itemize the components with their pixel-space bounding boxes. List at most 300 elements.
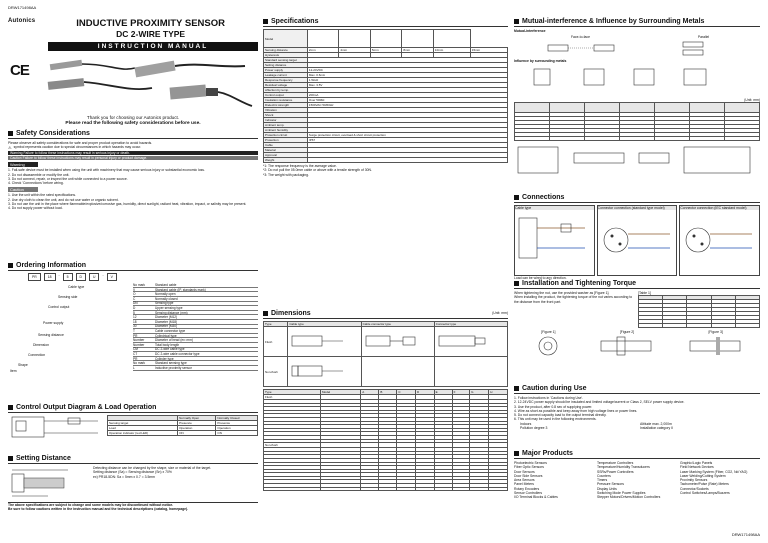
major-products-section	[514, 450, 760, 499]
ordering-desc: Cylinder type	[155, 356, 174, 361]
product-item: Rotary Encoders	[514, 486, 540, 491]
products-grid	[514, 461, 760, 499]
spec-label: Setting distance	[264, 63, 308, 68]
product-item: Connector/Sockets	[680, 486, 709, 491]
caution-section	[514, 385, 760, 430]
ordering-desc: Normally closed	[155, 296, 178, 301]
ordering-desc: Standard cable	[155, 283, 177, 288]
ce-mark: CE	[10, 62, 29, 79]
mutual-title: Mutual-interference & Influence by Surrounding Metals	[522, 18, 705, 25]
spec-cell: 4mm	[339, 48, 371, 53]
conn-header: Cable type	[515, 206, 594, 210]
caution-item: 4. Wire as short as possible and keep away from high voltage lines or power lines.	[514, 408, 638, 413]
install-text2: When installing the product, the tightening torque of the nut varies according to the distance from the front part.	[514, 295, 633, 304]
col-header: Normally Closed	[216, 416, 258, 421]
spec-cell: 15mm	[470, 48, 507, 53]
spec-label: Leakage current	[264, 73, 308, 78]
product-item: Temperature Controllers	[597, 461, 634, 465]
major-products-title: Major Products	[522, 450, 573, 457]
dim-col-header: G	[470, 390, 489, 395]
section-marker-icon	[514, 451, 519, 456]
control-output-title: Control Output Diagram & Load Operation	[16, 404, 157, 411]
brand-logo: Autonics	[8, 18, 36, 24]
product-item: SSRs/Power Controllers	[597, 469, 634, 474]
state: Operation	[178, 426, 216, 431]
state: ON	[216, 431, 258, 436]
section-marker-icon	[8, 456, 13, 461]
caution-title: Caution during Use	[522, 385, 587, 392]
control-output-section	[8, 404, 258, 440]
product-item: Photoelectric Sensors	[514, 461, 547, 465]
setting-note3: ex) PR18-5DN: Sa = 5mm x 0.7 = 3.5mm	[93, 474, 155, 479]
dim-col-header: Model	[321, 390, 361, 395]
ordering-table	[133, 283, 258, 375]
warning-label: Warning	[8, 162, 38, 167]
product-item: Tachometer/Pulse (Rate) Meters	[680, 482, 729, 487]
spec-note: *3: The weight with packaging.	[263, 172, 309, 177]
washer-figure	[528, 335, 568, 357]
dim-col-header: B	[379, 390, 397, 395]
product-item: Door Sensors	[514, 469, 535, 474]
spec-label: Hysteresis	[264, 53, 308, 58]
ordering-code: T	[133, 328, 135, 333]
product-item: Fiber Optic Sensors	[514, 465, 544, 470]
product-item: Temperature/Humidity Transducers	[597, 465, 650, 470]
product-item: I/O Terminal Blocks & Cables	[514, 495, 558, 499]
spec-label: Ambient humidity	[264, 128, 308, 133]
title-line1: INDUCTIVE PROXIMITY SENSOR	[76, 18, 225, 29]
spec-label: Sensing distance	[264, 48, 308, 53]
product-item: Panel Meters	[514, 482, 534, 487]
mutual-cell	[585, 137, 620, 141]
spec-label: Indicator	[264, 118, 308, 123]
caution-item: 2. 12-24VDC power supply should be insulated and limited voltage/current or Class 2, SELV power supply device.	[514, 400, 685, 405]
ordering-section	[8, 262, 258, 375]
spec-label: Power supply	[264, 68, 308, 73]
conn-header: Connector connection (standard type model)	[598, 206, 677, 210]
ordering-code: C	[133, 296, 136, 301]
section-marker-icon	[514, 281, 519, 286]
spec-label: Protection	[264, 138, 308, 143]
ordering-label: Control output	[48, 305, 70, 310]
product-item: Switching Mode Power Supplies	[597, 490, 646, 495]
caution-item: 5. Do not connect capacity load to the output terminal directly.	[514, 413, 607, 417]
connections-section	[514, 194, 760, 281]
setting-distance-title: Setting Distance	[16, 455, 71, 462]
dim-cell: Flush	[264, 395, 321, 400]
ordering-code: 18	[133, 319, 137, 324]
bracket-figure	[686, 335, 746, 357]
mutual-section	[514, 18, 760, 182]
setting-distance-diagram	[8, 466, 88, 500]
dim-col-header: F	[452, 390, 469, 395]
spec-cell: 2mm	[307, 48, 339, 53]
state: Presence	[216, 421, 258, 426]
spec-label: Affection by temp.	[264, 88, 308, 93]
spec-label: Insulation resistance	[264, 98, 308, 103]
spec-cell: 200mA	[307, 93, 507, 98]
col-header: Connector type	[434, 322, 507, 327]
spec-cell: 10mm	[433, 48, 470, 53]
connections-title: Connections	[522, 194, 565, 201]
ordering-label: Connection	[28, 353, 46, 358]
ordering-desc: Cylindrical type	[155, 333, 177, 338]
ordering-label: Sensing distance	[38, 333, 64, 338]
dim-cell	[397, 487, 416, 491]
face-to-face-diagram	[546, 40, 616, 56]
section-marker-icon	[263, 19, 268, 24]
order-code	[28, 273, 258, 281]
code-part: V	[107, 273, 117, 281]
dim-cell	[434, 487, 452, 491]
ordering-code: DN	[133, 301, 138, 306]
spec-label: Residual voltage	[264, 83, 308, 88]
dim-col-header: D	[415, 390, 434, 395]
caution-label: Caution	[8, 187, 38, 192]
mutual-sub2: Influence by surrounding metals	[514, 58, 567, 63]
torque-row	[639, 324, 760, 328]
spec-label: Ambient temp.	[264, 123, 308, 128]
dim-cell	[321, 487, 361, 491]
safety-intro2: symbol represents caution due to special circumstances in which hazards may occur.	[13, 145, 142, 150]
spec-cell	[402, 30, 434, 48]
mutual-cell	[620, 103, 655, 113]
section-marker-icon	[514, 195, 519, 200]
row-label: Sensing target	[108, 421, 178, 426]
torque-cell	[639, 324, 663, 328]
spec-label: Shock	[264, 113, 308, 118]
spec-row	[264, 158, 508, 163]
dimension-table	[263, 389, 508, 491]
caution-item: 1. Follow instructions in 'Cautions during Use'.	[514, 396, 584, 400]
spec-label: Dielectric strength	[264, 103, 308, 108]
ordering-code: Number	[133, 342, 145, 347]
warning-item: 2. Do not disassemble or modify the unit.	[8, 172, 70, 177]
footer-note1: The above specifications are subject to change and some models may be discontinued without notice.	[8, 503, 174, 507]
env-item: Indoors	[520, 421, 532, 426]
ordering-desc: Diameter (M18)	[155, 319, 178, 324]
product-item: Counters	[597, 473, 611, 478]
code-part: 5	[63, 273, 73, 281]
ordering-code: L	[133, 365, 135, 370]
dim-cell	[264, 487, 321, 491]
spec-label: Material	[264, 148, 308, 153]
spec-label: Approval	[264, 153, 308, 158]
setting-note1: Detecting distance can be changed by the shape, size or material of the target.	[93, 466, 212, 470]
flush-cable-drawing	[289, 328, 344, 354]
installation-section	[514, 280, 760, 358]
torque-table	[638, 295, 760, 328]
setting-note2: Setting distance (Sa) = Sensing distance (Sn) x 70%	[93, 470, 172, 475]
ordering-desc: DC 2-wire cable connector type	[155, 351, 200, 356]
product-item: Graphic/Logic Panels	[680, 461, 713, 465]
ordering-desc: Diameter of head (ex: mm)	[155, 338, 193, 343]
code-part: -	[58, 273, 60, 277]
mutual-cell	[725, 103, 760, 113]
product-item: Timers	[597, 478, 608, 482]
section-marker-icon	[8, 131, 13, 136]
caution-list	[8, 193, 258, 210]
ordering-labels	[8, 283, 133, 375]
product-item: Laser Marking System (Fiber, CO2, Nd:YAG)	[680, 469, 748, 474]
setting-distance-section	[8, 455, 258, 512]
mutual-sub1: Mutual-interference	[514, 29, 546, 33]
caution-item: 3. Do not use the unit in the place where flammable/explosive/corrosive gas, humidity, direct sunlight, radiant heat, vibration, impact, or salinity may be present.	[8, 201, 247, 206]
dim-cell	[361, 487, 379, 491]
specifications-title: Specifications	[271, 18, 319, 25]
safety-title: Safety Considerations	[16, 130, 90, 137]
col-header: Type	[264, 322, 288, 327]
nut-figure	[597, 335, 657, 357]
ordering-code: V	[133, 287, 136, 292]
dim-col-header: E	[434, 390, 452, 395]
caution-item: 2. Use dry cloth to clean the unit, and do not use water or organic solvent.	[8, 197, 119, 202]
mutual-cell	[620, 137, 655, 141]
code-part: -	[102, 273, 104, 277]
ordering-desc: Standard sensing type	[155, 361, 187, 366]
safety-intro1: Please observe all safety considerations for safe and proper product operation to avoid hazards.	[8, 141, 153, 145]
iec-connector-diagram	[680, 210, 758, 270]
torque-cell	[711, 324, 735, 328]
ordering-code: D	[133, 306, 136, 311]
spec-cell: 1500VAC 50/60Hz	[307, 103, 507, 108]
control-circuit-diagram	[8, 415, 103, 440]
spec-label: Vibration	[264, 108, 308, 113]
spec-cell: Max. 3.5V	[307, 83, 507, 88]
spec-cell	[307, 158, 507, 163]
installation-title: Installation and Tightening Torque	[522, 280, 637, 287]
ordering-desc: Sensing type	[155, 301, 174, 306]
connector-wiring-diagram	[598, 210, 676, 270]
mutual-cell	[655, 137, 690, 141]
dimension-drawings	[263, 321, 508, 387]
state: Operation	[216, 426, 258, 431]
mutual-figures	[514, 143, 754, 177]
install-table-title: [Table 1]	[638, 291, 651, 295]
col-header: Normally Open	[178, 416, 216, 421]
caution-definition: Caution Failure to follow these instructions may result in personal injury or product damage.	[8, 156, 258, 160]
spec-cell: 12-24VDC	[307, 68, 507, 73]
flush-connector-drawing	[436, 328, 491, 354]
spec-note: *1: The response frequency is the average value.	[263, 164, 337, 168]
ordering-label: Power supply	[43, 321, 64, 326]
specifications-section	[263, 18, 508, 177]
dim-cell: Non-flush	[264, 443, 321, 448]
spec-note: *2: Do not pull the 05.0mm cable or above with a tensile strength of 30N.	[263, 168, 372, 173]
ordering-desc: Upper sensing type	[155, 306, 183, 311]
ordering-code: No mark	[133, 361, 146, 366]
ordering-code: CT	[133, 351, 138, 356]
ordering-code: 12	[133, 315, 137, 320]
caution-item: 1. Use the unit within the rated specifications.	[8, 193, 77, 198]
product-item: Field Network Devices	[680, 465, 714, 470]
flush-cable-connector-drawing	[363, 328, 418, 354]
torque-cell	[735, 324, 759, 328]
ordering-desc: Diameter (M12)	[155, 315, 178, 320]
spec-cell: 1.5kHz	[307, 78, 507, 83]
spec-cell: 8mm	[402, 48, 434, 53]
ordering-label: Dimension	[33, 343, 50, 348]
ordering-code: 5	[133, 310, 135, 315]
row-label: Flush	[264, 327, 288, 357]
dim-col-header: A	[361, 390, 379, 395]
product-item: Proximity Sensors	[680, 478, 708, 482]
mutual-row	[515, 137, 760, 141]
ordering-desc: Normally open	[155, 292, 176, 297]
spec-label: Weight	[264, 158, 308, 163]
product-item: Laser Welding/Cutting System	[680, 473, 726, 478]
product-item: Display Units	[597, 486, 617, 491]
section-marker-icon	[8, 263, 13, 268]
caution-triangle-icon: ⚠	[8, 145, 12, 151]
caution-list	[514, 396, 760, 430]
row-label: Operation indicator (red LED)	[108, 431, 178, 436]
section-marker-icon	[8, 405, 13, 410]
dim-col-header: Type	[264, 390, 321, 395]
ordering-label: Item	[10, 369, 17, 374]
parallel-diagram	[679, 40, 729, 56]
spec-cell	[307, 30, 339, 48]
warning-item: 4. Check 'Connections' before wiring.	[8, 181, 64, 185]
ordering-desc: Cable connector type	[155, 328, 186, 333]
mutual-cell	[725, 137, 760, 141]
dim-cell	[415, 487, 434, 491]
cable-wiring-diagram	[515, 210, 593, 270]
spec-label: Response frequency	[264, 78, 308, 83]
dimensions-section	[263, 310, 508, 491]
spec-label: Control output	[264, 93, 308, 98]
doc-code-bottom: DRW171498AA	[731, 532, 760, 537]
mutual-cell	[515, 137, 550, 141]
parallel-label: Parallel	[697, 35, 710, 40]
product-item: Control Switches/Lamps/Buzzers	[680, 490, 730, 495]
state: Presence	[178, 421, 216, 426]
warning-item: 3. Do not connect, repair, or inspect the unit while connected to a power source.	[8, 176, 128, 181]
safety-section	[8, 130, 258, 210]
ordering-code: 30	[133, 324, 137, 329]
ordering-label: Cable type	[68, 285, 85, 290]
ordering-label: Sensing side	[58, 295, 78, 300]
warning-definition: Warning Failure to follow these instructions may result in serious injury or death.	[8, 151, 258, 155]
nonflush-cable-drawing	[289, 358, 344, 384]
thanks-text: Thank you for choosing our Autonics product.	[86, 115, 180, 120]
code-part: PR	[28, 273, 41, 281]
col-header: Cable type	[288, 322, 361, 327]
dim-cell	[452, 487, 469, 491]
state: ON	[178, 431, 216, 436]
dimensions-unit: (Unit: mm)	[492, 311, 508, 316]
ordering-desc: DC 2-wire cable type	[155, 347, 185, 352]
mutual-cell	[655, 103, 690, 113]
code-part: U	[89, 273, 99, 281]
please-read: Please read the following safety considerations before use.	[65, 121, 201, 126]
spec-cell: Max. 0.6mA	[307, 73, 507, 78]
spec-cell: Surge protection circuit, overload & short circuit protection	[307, 133, 507, 138]
control-output-table	[107, 415, 258, 436]
manual-bar: INSTRUCTION MANUAL	[48, 42, 258, 51]
dim-cell	[489, 487, 508, 491]
header-block	[8, 18, 258, 51]
ordering-desc: Total body length	[155, 342, 180, 347]
ordering-row	[133, 366, 258, 371]
spec-cell: Over 50MΩ	[307, 98, 507, 103]
product-item: Stepper Motors/Drivers/Motion Controllers	[597, 495, 661, 499]
ordering-code: PR	[133, 333, 138, 338]
warning-list	[8, 168, 258, 185]
figure-label: [Figure 1]	[541, 330, 556, 335]
row-label: Load	[108, 426, 178, 431]
mutual-cell	[550, 137, 585, 141]
spec-cell	[433, 30, 470, 48]
product-item: Pressure Sensors	[597, 482, 624, 487]
env-item: Installation category II	[640, 425, 673, 430]
spec-cell: IP67	[307, 138, 507, 143]
ordering-desc: Inductive proximity sensor	[155, 365, 192, 370]
section-marker-icon	[514, 19, 519, 24]
product-item: Area Sensors	[514, 478, 535, 482]
dimensions-title: Dimensions	[271, 310, 311, 317]
title-line2: DC 2-WIRE TYPE	[116, 29, 186, 39]
spec-label: Model	[264, 30, 308, 48]
mutual-table	[514, 102, 760, 141]
spec-notes	[263, 164, 508, 177]
spec-table	[263, 29, 508, 163]
mutual-cell	[515, 103, 550, 113]
figure-label: [Figure 2]	[619, 330, 635, 335]
spec-label: Protection circuit	[264, 133, 308, 138]
ordering-desc: Sensing distance (mm)	[155, 310, 188, 315]
spec-cell	[370, 30, 402, 48]
mutual-cell	[690, 137, 725, 141]
mutual-cell	[690, 103, 725, 113]
row-label: Non-flush	[264, 357, 288, 387]
spec-cell: 5mm	[370, 48, 402, 53]
figure-label: [Figure 3]	[708, 330, 723, 335]
install-text1: When tightening the nut, use the provided washer as [Figure 1].	[514, 291, 610, 295]
conn-header: Connector connection (IEC standard model)	[680, 206, 759, 210]
mutual-cell	[585, 103, 620, 113]
dim-row	[264, 487, 508, 491]
doc-code-top: DRW171498AA	[8, 5, 37, 10]
code-part: 18	[44, 273, 56, 281]
section-marker-icon	[263, 311, 268, 316]
ordering-code: O	[133, 292, 136, 297]
spec-row	[264, 30, 508, 48]
product-item: Door Side Sensors	[514, 473, 543, 478]
product-photo	[40, 58, 255, 116]
footer-note2: Be sure to follow cautions written in the instruction manual and the technical descriptions (catalog, homepage).	[8, 507, 189, 512]
ordering-title: Ordering Information	[16, 262, 86, 269]
env-item: Pollution degree 3	[520, 425, 548, 430]
warning-item: 1. Fail-safe device must be installed when using the unit with machinery that may cause serious injury or substantial economic loss.	[8, 168, 205, 173]
torque-cell	[687, 324, 711, 328]
caution-item: 4. Do not supply power without load.	[8, 206, 63, 210]
ordering-desc: Diameter (M30)	[155, 324, 178, 329]
caution-item: 6. This unit may be used in the following environments.	[514, 417, 597, 422]
conn-note: Load can be wired to any direction.	[514, 276, 567, 281]
code-part: D	[76, 273, 86, 281]
dim-col-header: H	[489, 390, 508, 395]
ordering-code: Number	[133, 338, 145, 343]
spec-label: Cable	[264, 143, 308, 148]
mutual-unit: (Unit: mm)	[744, 98, 760, 102]
ordering-label: Shape	[18, 363, 28, 368]
dim-cell	[470, 487, 489, 491]
ordering-code: PR	[133, 356, 138, 361]
section-marker-icon	[514, 386, 519, 391]
col-header: Cable connector type	[361, 322, 434, 327]
mutual-row	[515, 103, 760, 113]
